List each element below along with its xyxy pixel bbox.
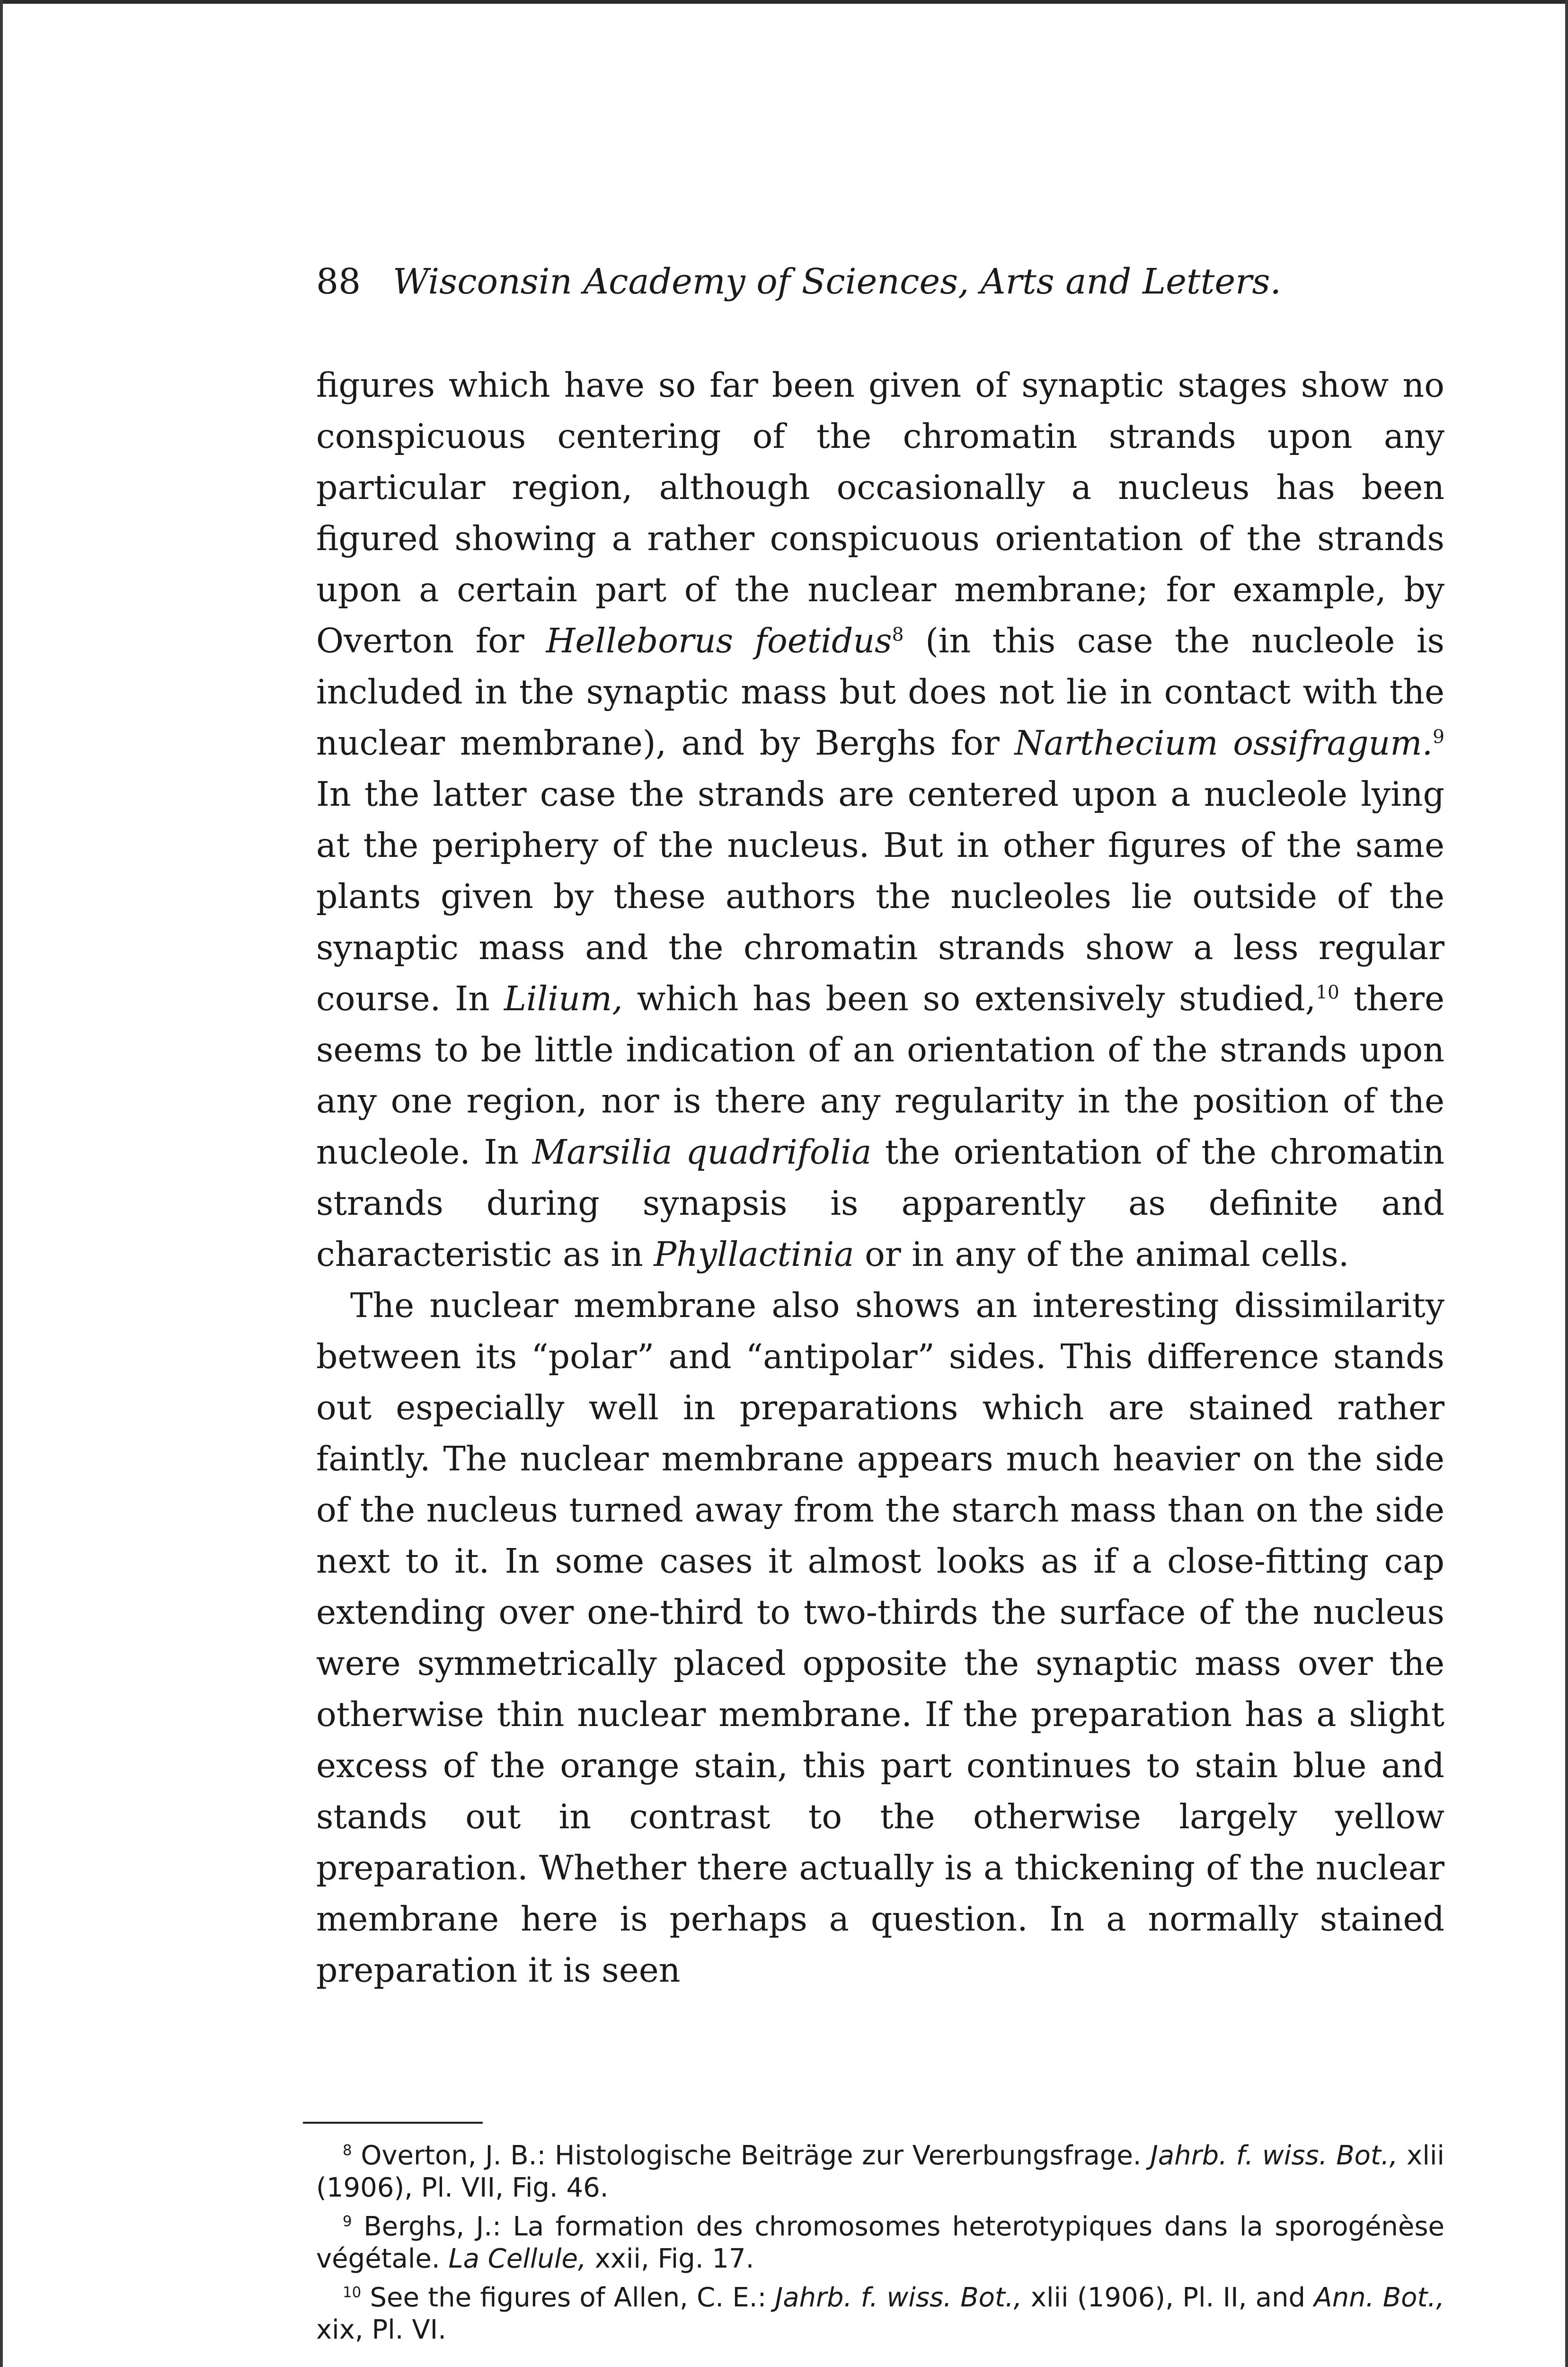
text-run: the orientation of the chromatin strands during synapsis is apparently as definite and characteristic as in: [316, 1132, 1444, 1274]
text-run: Berghs, J.: La formation des chromosomes heterotypiques dans la sporogénèse végétale.: [316, 2211, 1444, 2274]
journal-title: Wisconsin Academy of Sciences, Arts and Letters.: [392, 261, 1282, 302]
italic-term: Phyllactinia: [654, 1235, 854, 1274]
text-run: figures which have so far been given of synaptic stages show no conspicuous centering of the chromatin strands upon any particular region, although occasionally a nucleus has been figured showing a rather conspicuous orientation of the strands upon a certain part of the nuclear membrane; for example, by Overton for: [316, 365, 1444, 660]
italic-term: Jahrb. f. wiss. Bot.,: [775, 2282, 1022, 2313]
italic-term: Narthecium ossifragum.: [1014, 723, 1433, 763]
scan-border-left: [0, 0, 3, 2367]
footnote: [316, 2211, 1444, 2275]
footnote-marker: 10: [343, 2284, 362, 2301]
paragraph: [316, 360, 1444, 1280]
text-run: there seems to be little indication of an orientation of the strands upon any one region, nor is there any regularity in the position of the nucleole. In: [316, 979, 1444, 1172]
text-run: or in any of the animal cells.: [854, 1235, 1349, 1274]
text-run: The nuclear membrane also shows an interesting dissimilarity between its “polar” and “antipolar” sides. This difference stands out especially well in preparations which are stained rather faintly. The nuclear membrane appears much heavier on the side of the nucleus turned away from the starch mass than on the side next to it. In some cases it almost looks as if a close-fitting cap extending over one-third to two-thirds the surface of the nucleus were symmetrically placed opposite the synaptic mass over the otherwise thin nuclear membrane. If the preparation has a slight excess of the orange stain, this part continues to stain blue and stands out in contrast to the otherwise largely yellow preparation. Whether there actually is a thickening of the nuclear membrane here is perhaps a question. In a normally stained preparation it is seen: [316, 1286, 1444, 1990]
text-run: See the figures of Allen, C. E.:: [361, 2282, 775, 2313]
footnote-marker: 10: [1316, 982, 1339, 1004]
page-number: 88: [316, 261, 361, 302]
text-run: In the latter case the strands are centered upon a nucleole lying at the periphery of the nucleus. But in other figures of the same plants given by these authors the nucleoles lie outside of the synaptic mass and the chromatin strands show a less regular course. In: [316, 774, 1444, 1018]
text-run: xix, Pl. VI.: [316, 2314, 446, 2345]
footnote-marker: 8: [343, 2142, 352, 2159]
italic-term: Ann. Bot.,: [1314, 2282, 1444, 2313]
text-run: xlii (1906), Pl. II, and: [1022, 2282, 1314, 2313]
footnote: [316, 2282, 1444, 2346]
text-run: (in this case the nucleole is included in the synaptic mass but does not lie in contact with the nuclear membrane), and by Berghs for: [316, 621, 1444, 763]
running-header: [316, 258, 1444, 305]
text-run: xlii (1906), Pl. VII, Fig. 46.: [316, 2140, 1444, 2203]
text-run: Overton, J. B.: Histologische Beiträge zur Vererbungsfrage.: [352, 2140, 1151, 2171]
body-text: [316, 360, 1444, 1996]
paragraph: [316, 1280, 1444, 1996]
scan-border-right: [1565, 0, 1568, 2367]
text-run: which has been so extensively studied,: [622, 979, 1316, 1018]
italic-term: Marsilia quadrifolia: [532, 1132, 872, 1172]
text-run: xxii, Fig. 17.: [586, 2243, 754, 2274]
footnote-marker: 8: [892, 624, 904, 646]
italic-term: Lilium,: [504, 979, 623, 1018]
footnote-divider: [303, 2122, 483, 2124]
scan-border-top: [0, 0, 1568, 4]
footnotes: [316, 2140, 1444, 2353]
italic-term: Jahrb. f. wiss. Bot.,: [1150, 2140, 1398, 2171]
footnote-marker: 9: [1433, 726, 1444, 748]
footnote-marker: 9: [343, 2213, 352, 2230]
italic-term: Helleborus foetidus: [546, 621, 892, 660]
footnote: [316, 2140, 1444, 2204]
italic-term: La Cellule,: [448, 2243, 586, 2274]
